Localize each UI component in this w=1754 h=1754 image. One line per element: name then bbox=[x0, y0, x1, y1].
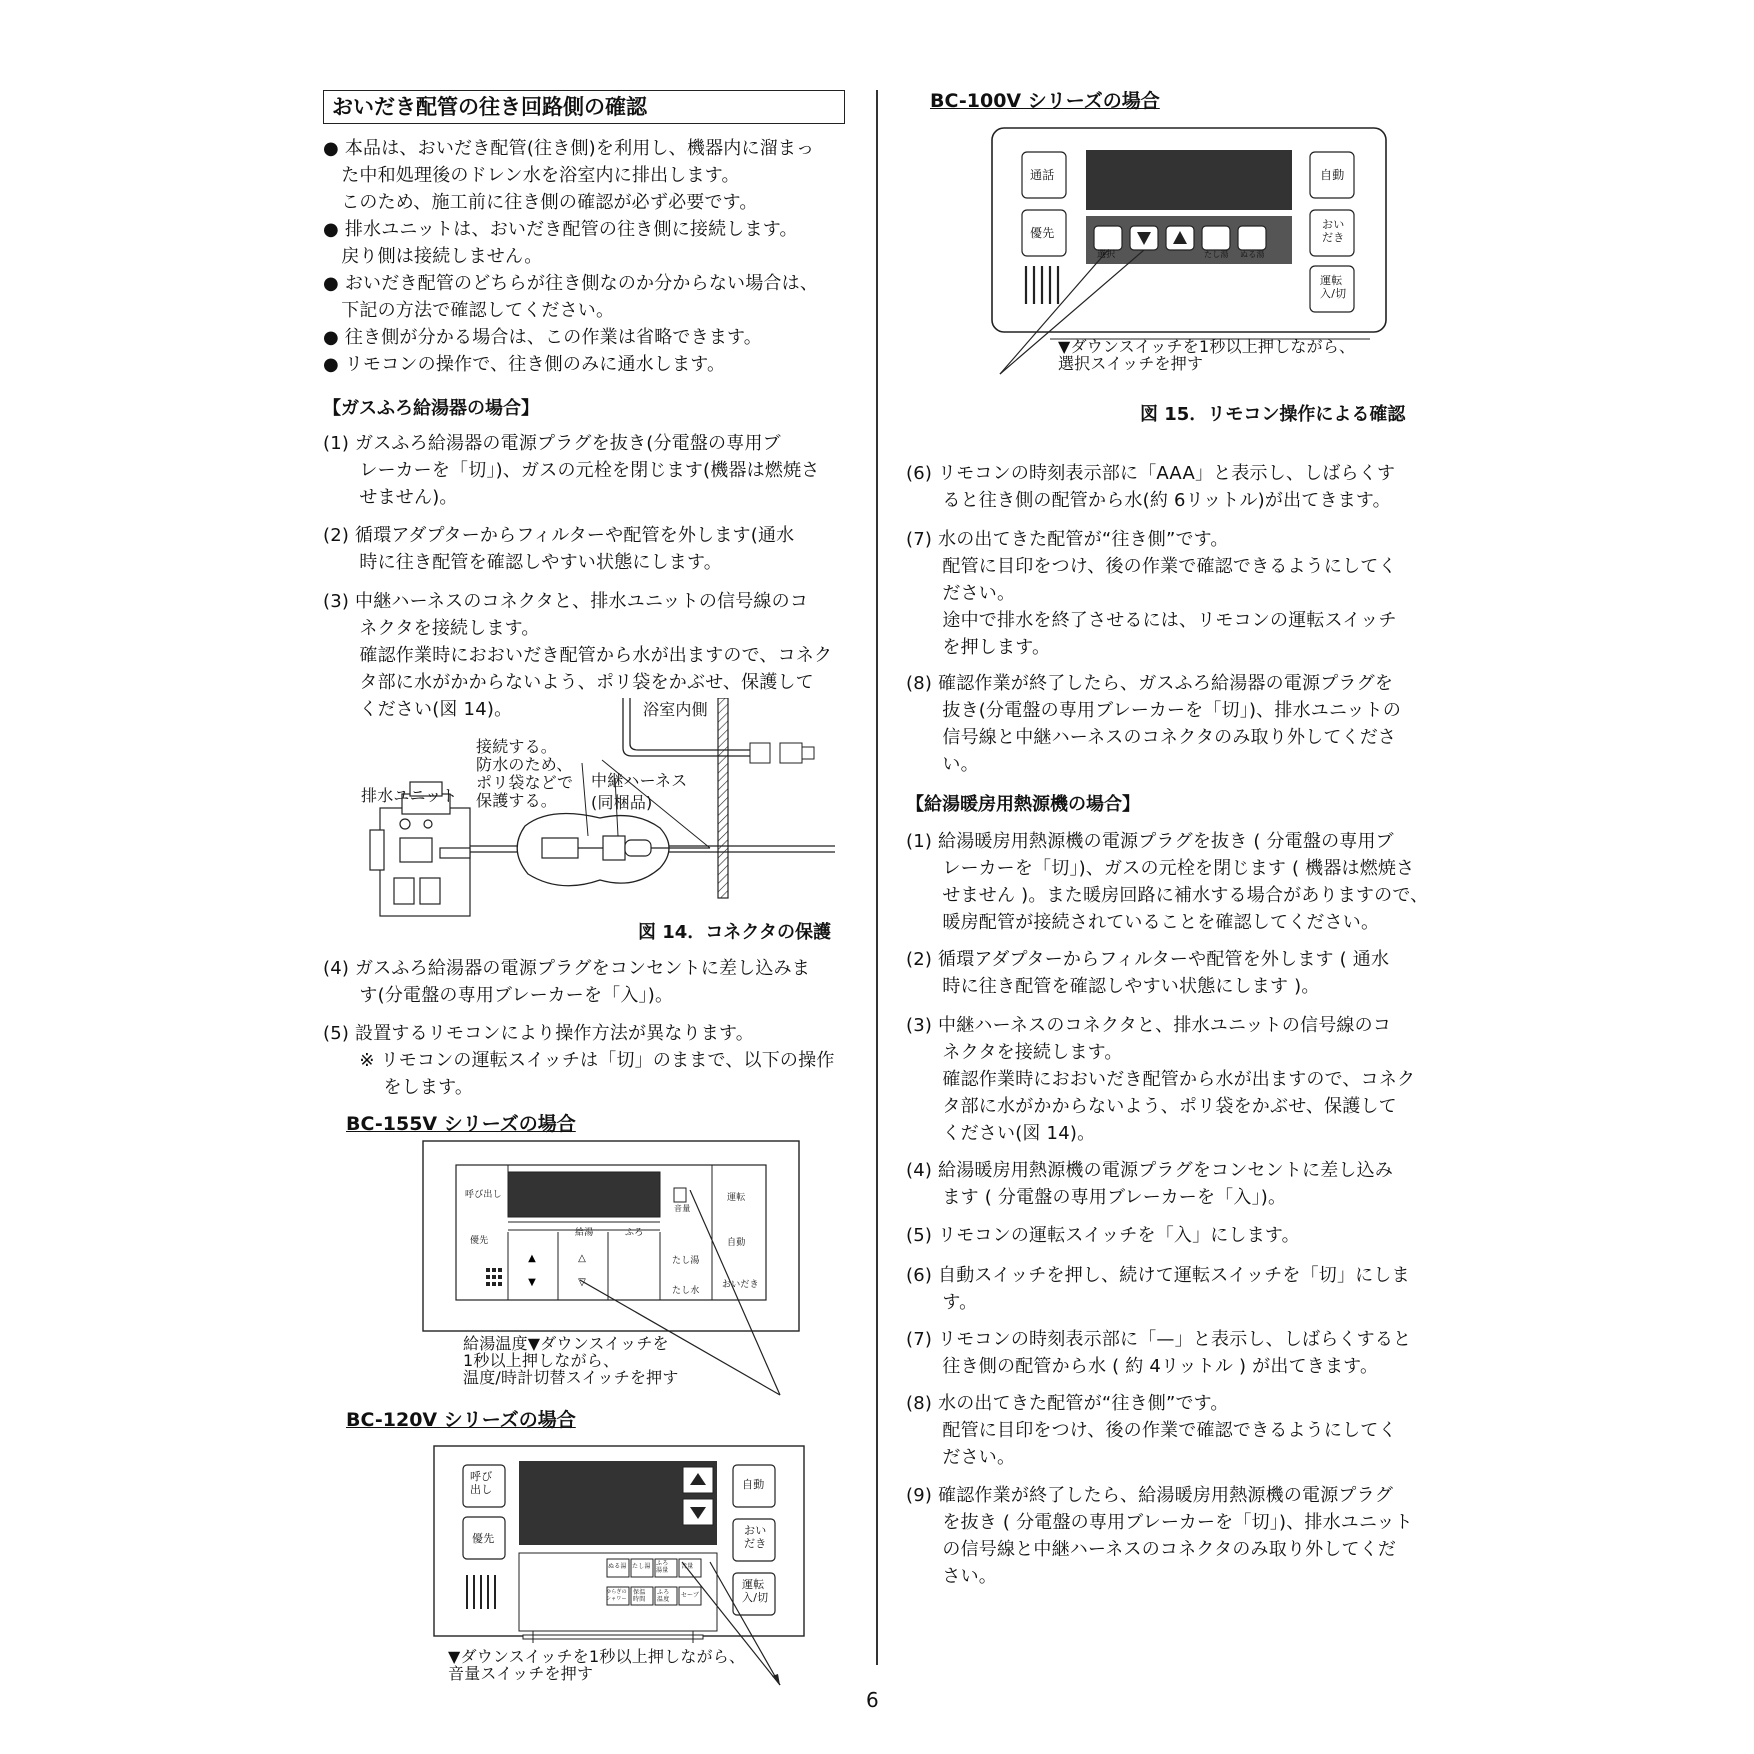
bc120-inner-6: 保温 時間 bbox=[633, 1589, 646, 1603]
bc120-btn-oidaki: おい だき bbox=[744, 1524, 767, 1550]
fig14-label-connect: 接続する。 防水のため、 ポリ袋などで 保護する。 bbox=[476, 737, 574, 810]
svg-text:▽: ▽ bbox=[578, 1277, 586, 1288]
bc120-inner-4: 音量 bbox=[681, 1563, 694, 1570]
heat-step-1: (1) 給湯暖房用熱源機の電源プラグを抜き ( 分電盤の専用ブ レーカーを「切」)、ガスの元栓を閉じます ( 機器は燃焼さ せません )。また暖房回路に補水する場合がありますので、 暖房配管が接続されていることを確認してください。 bbox=[906, 831, 1429, 933]
bc100-row-tashiyu: たし湯 bbox=[1204, 250, 1229, 259]
heat-step-8: (8) 水の出てきた配管が“往き側”です。 配管に目印をつけ、後の作業で確認できるようにしてく ださい。 bbox=[906, 1393, 1397, 1468]
gas-step-7: (7) 水の出てきた配管が“往き側”です。 配管に目印をつけ、後の作業で確認できるようにしてく ださい。 途中で排水を終了させるには、リモコンの運転スイッチ を押します。 bbox=[906, 529, 1397, 658]
bc155-btn-priority: 優先 bbox=[470, 1236, 489, 1246]
bc155-btn-tashimizu: たし水 bbox=[672, 1286, 700, 1296]
bc100-btn-priority: 優先 bbox=[1030, 226, 1055, 240]
bc100-row-nuruyu: ぬる湯 bbox=[1240, 250, 1265, 259]
bc155-btn-auto: 自動 bbox=[727, 1238, 746, 1248]
bc120-btn-auto: 自動 bbox=[742, 1478, 765, 1491]
fig14-caption: 図 14．コネクタの保護 bbox=[638, 922, 831, 943]
bc155-btn-oidaki: おいだき bbox=[722, 1280, 759, 1290]
heat-step-9: (9) 確認作業が終了したら、給湯暖房用熱源機の電源プラグ を抜き ( 分電盤の専用ブレーカーを「切」)、排水ユニット の信号線と中継ハーネスのコネクタのみ取り外してくだ さい。 bbox=[906, 1485, 1413, 1587]
bc100-btn-auto: 自動 bbox=[1320, 168, 1345, 182]
column-divider bbox=[876, 90, 878, 1665]
bullet-5: ● リモコンの操作で、往き側のみに通水します。 bbox=[323, 354, 726, 375]
bc120-leader-lines bbox=[680, 1560, 790, 1690]
gas-step-4: (4) ガスふろ給湯器の電源プラグをコンセントに差し込みま す(分電盤の専用ブレーカーを「入」)。 bbox=[323, 958, 811, 1006]
heat-step-2: (2) 循環アダプターからフィルターや配管を外します ( 通水 時に往き配管を確認しやすい状態にします )。 bbox=[906, 949, 1390, 997]
bc100-note: ▼ダウンスイッチを1秒以上押しながら、 選択スイッチを押す bbox=[1058, 337, 1356, 373]
section-title: おいだき配管の往き回路側の確認 bbox=[323, 90, 845, 124]
bc120-btn-run: 運転 入/切 bbox=[742, 1578, 769, 1604]
heat-step-3: (3) 中継ハーネスのコネクタと、排水ユニットの信号線のコ ネクタを接続します。 確認作業時におおいだき配管から水が出ますので、コネク タ部に水がかからないよう、ポリ袋をかぶせ、保護して ください(図 14)。 bbox=[906, 1015, 1416, 1144]
heat-step-7: (7) リモコンの時刻表示部に「—」と表示し、しばらくすると 往き側の配管から水 ( 約 4リットル ) が出てきます。 bbox=[906, 1329, 1412, 1377]
bc120-btn-call: 呼び 出し bbox=[470, 1470, 493, 1496]
svg-text:▼: ▼ bbox=[528, 1277, 536, 1288]
bc100-title: BC-100V シリーズの場合 bbox=[930, 90, 1160, 112]
gas-step-8: (8) 確認作業が終了したら、ガスふろ給湯器の電源プラグを 抜き(分電盤の専用ブレーカーを「切」)、排水ユニットの 信号線と中継ハーネスのコネクタのみ取り外してくださ い。 bbox=[906, 673, 1402, 775]
bc120-inner-1: ぬる湯 bbox=[608, 1563, 627, 1570]
bc120-btn-priority: 優先 bbox=[472, 1532, 495, 1545]
bc155-lbl-furo: ふろ bbox=[625, 1228, 644, 1238]
bc155-btn-tashiyu: たし湯 bbox=[672, 1256, 700, 1266]
bc155-lbl-kyuto: 給湯 bbox=[575, 1228, 594, 1238]
page-number: 6 bbox=[866, 1688, 879, 1712]
gas-step-6: (6) リモコンの時刻表示部に「AAA」と表示し、しばらくす ると往き側の配管から水(約 6リットル)が出てきます。 bbox=[906, 463, 1396, 511]
svg-text:▲: ▲ bbox=[528, 1253, 536, 1264]
bc155-leader-lines bbox=[580, 1190, 790, 1400]
bc120-inner-7: ふろ 温度 bbox=[657, 1589, 670, 1603]
gas-step-1: (1) ガスふろ給湯器の電源プラグを抜き(分電盤の専用ブ レーカーを「切」)、ガスの元栓を閉じます(機器は燃焼さ せません)。 bbox=[323, 433, 820, 508]
bc155-title: BC-155V シリーズの場合 bbox=[346, 1113, 576, 1135]
gas-step-3: (3) 中継ハーネスのコネクタと、排水ユニットの信号線のコ ネクタを接続します。 確認作業時におおいだき配管から水が出ますので、コネク タ部に水がかからないよう、ポリ袋をかぶせ、保護して ください(図 14)。 bbox=[323, 591, 833, 720]
bc100-row-select: 選択 bbox=[1097, 250, 1116, 260]
bc100-btn-oidaki: おい だき bbox=[1322, 218, 1345, 244]
gas-step-5: (5) 設置するリモコンにより操作方法が異なります。 ※ リモコンの運転スイッチは「切」のままで、以下の操作 をします。 bbox=[323, 1023, 835, 1098]
bc120-inner-5: ゆらぎの シャワー bbox=[606, 1589, 627, 1602]
bc155-lbl-onryo: 音量 bbox=[674, 1204, 691, 1213]
gas-heading: 【ガスふろ給湯器の場合】 bbox=[323, 398, 539, 419]
bc155-btn-call: 呼び出し bbox=[465, 1190, 502, 1200]
heat-step-6: (6) 自動スイッチを押し、続けて運転スイッチを「切」にしま す。 bbox=[906, 1265, 1410, 1313]
fig14-label-bath: 浴室内側 bbox=[643, 700, 708, 719]
bc120-inner-2: たし湯 bbox=[632, 1563, 651, 1570]
bc100-btn-call: 通話 bbox=[1030, 168, 1055, 182]
fig14-label-harness: 中継ハーネス (同梱品) bbox=[591, 771, 688, 812]
heat-step-5: (5) リモコンの運転スイッチを「入」にします。 bbox=[906, 1225, 1300, 1246]
figure-14-diagram bbox=[360, 698, 850, 930]
bc155-btn-run: 運転 bbox=[727, 1193, 746, 1203]
bc120-inner-3: ふろ 湯量 bbox=[656, 1560, 669, 1574]
bc120-note: ▼ダウンスイッチを1秒以上押しながら、 音量スイッチを押す bbox=[448, 1647, 746, 1683]
fig15-caption: 図 15．リモコン操作による確認 bbox=[1140, 404, 1406, 425]
bc155-note: 給湯温度▼ダウンスイッチを 1秒以上押しながら、 温度/時計切替スイッチを押す bbox=[463, 1334, 679, 1387]
bc120-title: BC-120V シリーズの場合 bbox=[346, 1409, 576, 1431]
heat-step-4: (4) 給湯暖房用熱源機の電源プラグをコンセントに差し込み ます ( 分電盤の専用ブレーカーを「入」)。 bbox=[906, 1160, 1394, 1208]
svg-text:△: △ bbox=[578, 1253, 586, 1264]
gas-step-2: (2) 循環アダプターからフィルターや配管を外します(通水 時に往き配管を確認しやすい状態にします。 bbox=[323, 525, 795, 573]
fig14-label-unit: 排水ユニット bbox=[361, 786, 458, 805]
bc100-btn-run: 運転 入/切 bbox=[1320, 274, 1347, 300]
bullet-2: ● 排水ユニットは、おいだき配管の往き側に接続します。 戻り側は接続しません。 bbox=[323, 219, 798, 267]
bc120-inner-8: セーブ bbox=[681, 1592, 700, 1599]
heat-heading: 【給湯暖房用熱源機の場合】 bbox=[906, 794, 1140, 815]
bullet-1: ● 本品は、おいだき配管(往き側)を利用し、機器内に溜まっ た中和処理後のドレン水を浴室内に排出します。 このため、施工前に往き側の確認が必ず必要です。 bbox=[323, 138, 815, 213]
bullet-3: ● おいだき配管のどちらが往き側なのか分からない場合は、 下記の方法で確認してください。 bbox=[323, 273, 819, 321]
bullet-4: ● 往き側が分かる場合は、この作業は省略できます。 bbox=[323, 327, 762, 348]
